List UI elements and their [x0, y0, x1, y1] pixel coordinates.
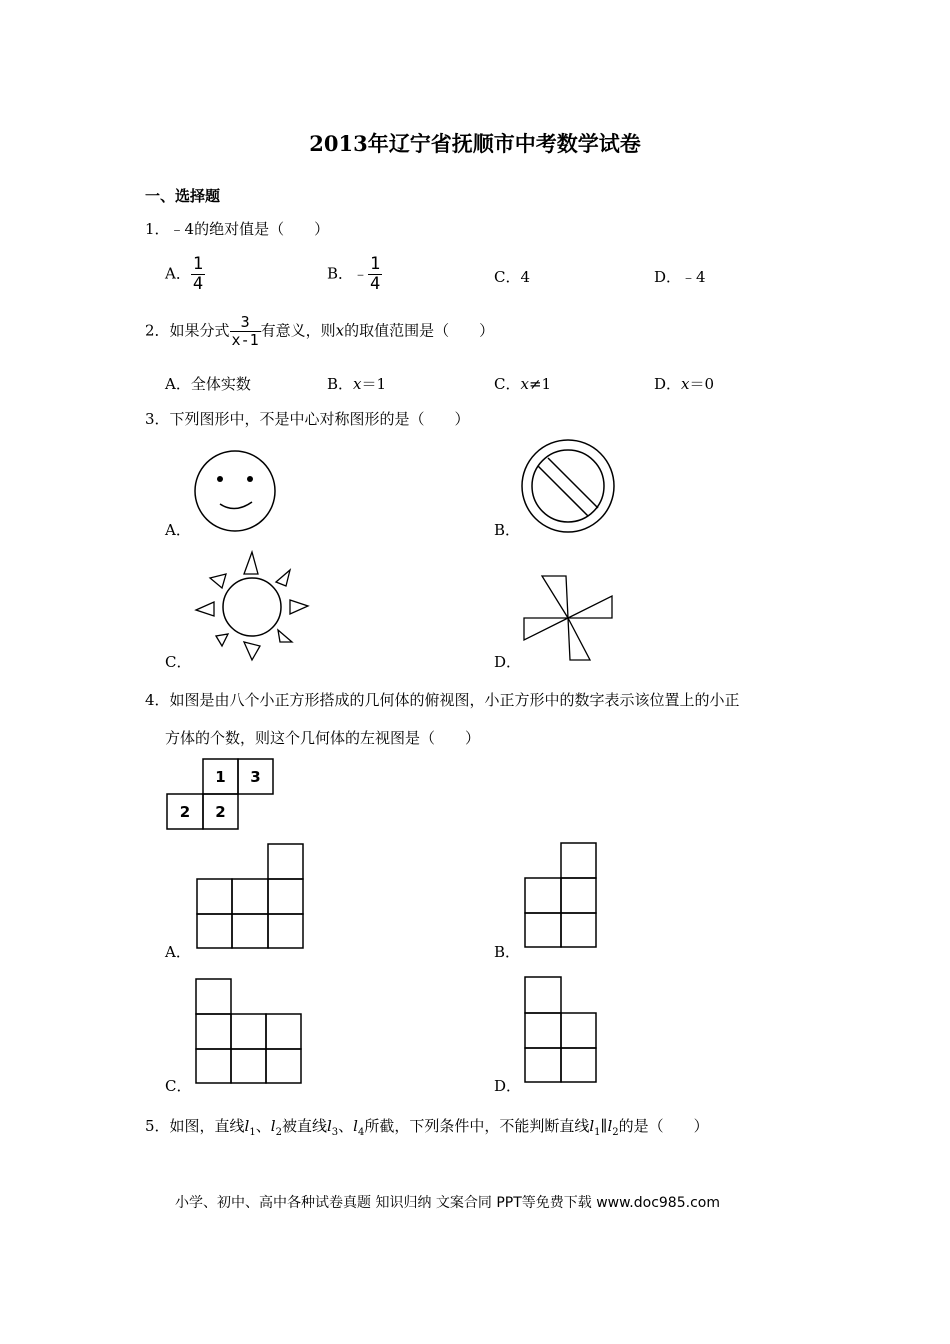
q4-option-d-figure	[524, 976, 600, 1084]
question-5-stem: 5．如图，直线$l_1$、$l_2$被直线$l_3$、$l_4$所截，下列条件中，不能判断直线$l_1\parallel l_2$的是（ ）	[145, 1117, 709, 1138]
fraction: $\frac{3}{x-1}$	[231, 313, 259, 349]
grid-cell-top-2: 3	[250, 768, 261, 786]
no-sign-icon	[518, 436, 618, 536]
q4-option-b-figure	[524, 842, 600, 948]
footer-text: 小学、初中、高中各种试卷真题 知识归纳 文案合同 PPT等免费下载 www.doc985.com	[175, 1195, 720, 1211]
q4-option-b-label: B．	[494, 943, 521, 961]
fraction: $\frac{1}{4}$	[192, 254, 204, 294]
question-3-stem: 3．下列图形中，不是中心对称图形的是（ ）	[145, 410, 470, 428]
fraction: $\frac{1}{4}$	[370, 254, 381, 294]
question-2-stem: 2．如果分式 $\frac{3}{x-1}$ 有意义，则x的取值范围是（ ）	[145, 313, 495, 349]
sun-icon	[192, 548, 312, 663]
q2-option-a: A．全体实数	[165, 375, 251, 393]
q3-option-a-label: A．	[165, 521, 191, 539]
question-1-stem: 1．﹣4的绝对值是（ ）	[145, 220, 330, 238]
section-heading: 一、选择题	[145, 187, 221, 205]
q1-option-d: D．﹣4	[654, 268, 706, 286]
question-4-stem-line1: 4．如图是由八个小正方形搭成的几何体的俯视图，小正方形中的数字表示该位置上的小正	[145, 691, 740, 709]
top-view-grid	[166, 758, 276, 832]
q4-option-d-label: D．	[494, 1077, 522, 1095]
pinwheel-icon	[520, 574, 620, 664]
q3-option-b-label: B．	[494, 521, 521, 539]
q1-option-b: B．﹣ $\frac{1}{4}$	[327, 254, 381, 294]
q2-option-d: D．x＝0	[654, 375, 715, 393]
q1-option-c: C．4	[494, 268, 531, 286]
question-4-stem-line2: 方体的个数，则这个几何体的左视图是（ ）	[165, 729, 481, 747]
q4-option-c-label: C．	[165, 1077, 192, 1095]
q2-option-b: B．x＝1	[327, 375, 387, 393]
q3-option-d-label: D．	[494, 653, 522, 671]
grid-cell-bottom-1: 2	[179, 803, 191, 821]
q4-option-a-label: A．	[165, 943, 191, 961]
option-label: B．	[327, 264, 354, 283]
smiley-face-icon	[190, 446, 280, 536]
q2-option-c: C．x≠1	[494, 375, 552, 393]
page-title: 2013年辽宁省抚顺市中考数学试卷	[309, 131, 641, 156]
q3-option-c-label: C．	[165, 653, 192, 671]
q1-option-a	[165, 255, 205, 294]
q4-option-a-figure	[196, 843, 306, 949]
option-label: A．	[165, 264, 191, 283]
q4-option-c-figure	[195, 978, 305, 1084]
grid-cell-bottom-2: 2	[215, 803, 226, 821]
grid-cell-top-1: 1	[215, 768, 226, 786]
